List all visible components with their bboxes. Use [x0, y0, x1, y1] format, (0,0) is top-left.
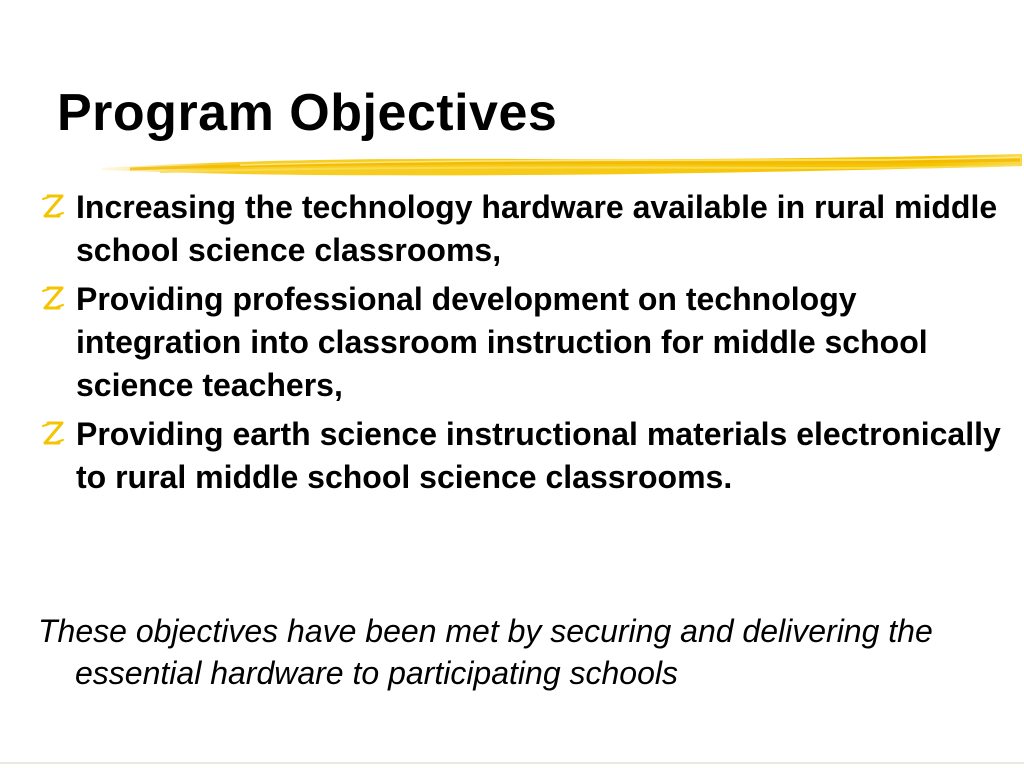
objective-list: [38, 186, 1008, 505]
footer-divider: [0, 762, 1024, 764]
summary-note: These objectives have been met by securing and delivering the essential hardware to participating schools: [38, 613, 933, 691]
bullet-text: Providing professional development on technology integration into classroom instruction for middle school science teachers,: [76, 281, 928, 403]
list-item: [38, 278, 1008, 407]
list-item: [38, 186, 1008, 272]
z-bullet-icon: [38, 283, 68, 313]
bullet-text: Providing earth science instructional materials electronically to rural middle school science classrooms.: [76, 416, 1001, 495]
list-item: [38, 413, 1008, 499]
bullet-text: Increasing the technology hardware available in rural middle school science classrooms,: [76, 189, 998, 268]
slide-title: Program Objectives: [57, 84, 558, 142]
z-bullet-icon: [38, 191, 68, 221]
title-underline-brush: [100, 148, 1024, 188]
z-bullet-icon: [38, 418, 68, 448]
